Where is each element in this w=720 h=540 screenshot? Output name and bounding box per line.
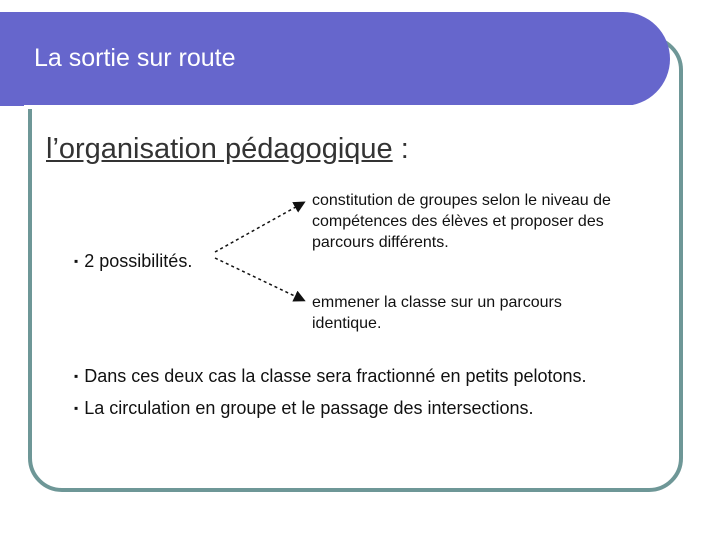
bullet-text: 2 possibilités. — [84, 251, 193, 271]
option-text: constitution de groupes selon le niveau de compétences des élèves et proposer des parcours différents. — [312, 192, 611, 251]
bullet-text: Dans ces deux cas la classe sera fractionné en petits pelotons. — [84, 366, 587, 386]
bullet-mark: ▪ — [74, 401, 79, 415]
slide-title: La sortie sur route — [34, 44, 236, 72]
option-text: emmener la classe sur un parcours identique. — [312, 294, 562, 332]
arrow-to-option-2 — [215, 258, 303, 300]
bullet-text: La circulation en groupe et le passage des intersections. — [84, 398, 534, 418]
subtitle-text: l’organisation pédagogique — [46, 133, 393, 165]
bullet-mark: ▪ — [74, 254, 79, 268]
bullet-mark: ▪ — [74, 369, 79, 383]
subtitle-suffix: : — [392, 133, 409, 165]
bullet-item — [74, 366, 587, 387]
bullet-item — [74, 398, 534, 419]
arrow-to-option-1 — [215, 203, 303, 252]
